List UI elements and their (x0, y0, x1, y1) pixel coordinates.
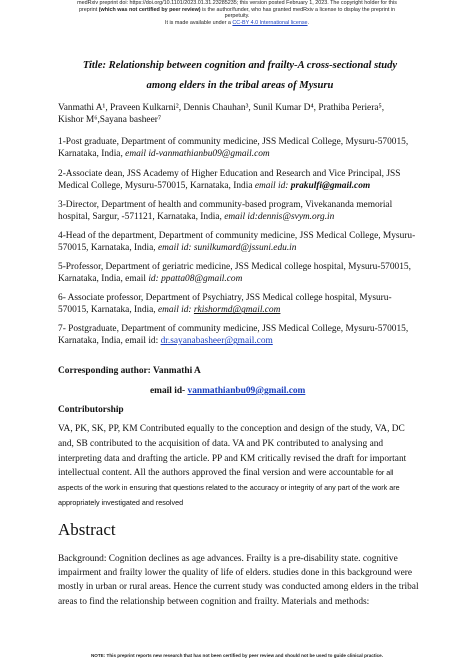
abstract-heading: Abstract (58, 520, 116, 539)
license-link[interactable]: CC-BY 4.0 International license (232, 19, 308, 26)
preprint-header (0, 0, 474, 26)
author-line-2: Kishor M⁶,Sayana basheer⁷ (58, 115, 162, 126)
author-list (58, 102, 420, 127)
header-preprint-word: preprint (78, 6, 98, 13)
contributorship-body (58, 422, 420, 511)
email-link[interactable]: vanmathianbu09@gmail.com (187, 386, 306, 396)
header-perpetuity: perpetuity. (224, 13, 250, 20)
email-label: email id- (150, 386, 186, 396)
email-label: email id: (157, 243, 192, 254)
abstract-body: Background: Cognition declines as age advances. Frailty is a pre-disability state. cognitive impairment and frailty lower the quality of life of elders. studies done in this background were mostly in urban or rural areas. Hence the current study was conducted among elders in the tribal areas to find the relationship between cognition and frailty. Materials and methods: (58, 554, 419, 607)
header-license-text: is the author/funder, who has granted medRxiv a license to display the preprint in (202, 6, 396, 13)
affiliation-1 (58, 136, 420, 161)
header-line-license (0, 7, 474, 14)
email-address[interactable]: sunilkumard@jssuni.edu.in (193, 243, 297, 254)
affiliation-text: 6- Associate professor, Department of Psychiatry, JSS Medical college hospital, Mysuru-570015, Karnataka, India, (58, 293, 392, 316)
affiliation-3 (58, 199, 420, 224)
paper-title (40, 56, 440, 96)
header-availability (0, 20, 474, 27)
preprint-footer-note: NOTE: This preprint reports new research that has not been certified by peer review and should not be used to guide clinical practice. (90, 653, 384, 658)
email-address[interactable]: prakulfi@gmail.com (290, 181, 371, 192)
header-line-doi: medRxiv preprint doi: https://doi.org/10.1101/2023.01.31.23285235; this version posted February 1, 2023. The copyright holder for this (77, 0, 397, 6)
email-link[interactable]: dr.sayanabasheer@gmail.com (160, 336, 273, 347)
header-availability-text: It is made available under a (164, 19, 231, 26)
contributorship-heading: Contributorship (58, 405, 124, 415)
email-label: email id: (157, 305, 192, 316)
affiliation-text: 5-Professor, Department of geriatric medicine, JSS Medical college hospital, Mysuru-570015, Karnataka, India, email (58, 262, 411, 285)
contributorship-text-sans: for all aspects of the work in ensuring that questions related to the accuracy or integrity of any part of the work are appropriately investigated and resolved (58, 468, 400, 507)
affiliation-text: 4-Head of the department, Department of community medicine, JSS Medical College, Mysuru-570015, Karnataka, India, (58, 231, 416, 254)
title-line-1: Title: Relationship between cognition and frailty-A cross-sectional study (82, 60, 398, 71)
email-label: email id: (224, 212, 258, 223)
affiliation-2 (58, 168, 420, 193)
email-label: email id- (125, 149, 159, 160)
contributorship-text: VA, PK, SK, PP, KM Contributed equally to the conception and design of the study, VA, DC and, SB contributed to the acquisition of data. VA and PK contributed to analysing and interpreting data and drafting the article. PP and KM critically revised the draft for important intellectual content. All the authors approved the final version and were accountable (58, 424, 407, 479)
corresponding-email (150, 385, 430, 397)
affiliation-5 (58, 261, 420, 286)
header-period: . (307, 19, 310, 26)
email-address[interactable]: vanmathianbu09@gmail.com (158, 149, 270, 160)
title-line-2: among elders in the tribal areas of Mysuru (146, 80, 334, 91)
email-address[interactable]: ppatta08@gmail.com (161, 274, 243, 285)
email-address[interactable]: rkishormd@gmail.com (193, 305, 281, 316)
email-label: email id: (254, 181, 289, 192)
email-address[interactable]: dennis@svym.org.in (257, 212, 335, 223)
affiliation-6 (58, 292, 420, 317)
affiliation-text: 7- Postgraduate, Department of community medicine, JSS Medical College, Mysuru-570015, Karnataka, India, email id: (58, 324, 409, 347)
header-peer-review-note: (which was not certified by peer review) (98, 6, 201, 13)
affiliation-text: 2-Associate dean, JSS Academy of Higher Education and Research and Vice Principal, JSS Medical College, Mysuru-570015, Karnataka, India (58, 169, 401, 192)
corresponding-author: Corresponding author: Vanmathi A (58, 366, 201, 376)
affiliation-7 (58, 323, 420, 348)
author-line-1: Vanmathi A¹, Praveen Kulkarni², Dennis Chauhan³, Sunil Kumar D⁴, Prathiba Periera⁵, (58, 103, 385, 113)
email-label: id: (148, 274, 159, 285)
affiliation-4 (58, 230, 420, 255)
affiliation-text: 3-Director, Department of health and community-based program, Vivekananda memorial hospital, Sargur, -571121, Karnataka, India, (58, 200, 393, 223)
affiliation-text: 1-Post graduate, Department of community medicine, JSS Medical College, Mysuru-570015, Karnataka, India, (58, 137, 409, 160)
